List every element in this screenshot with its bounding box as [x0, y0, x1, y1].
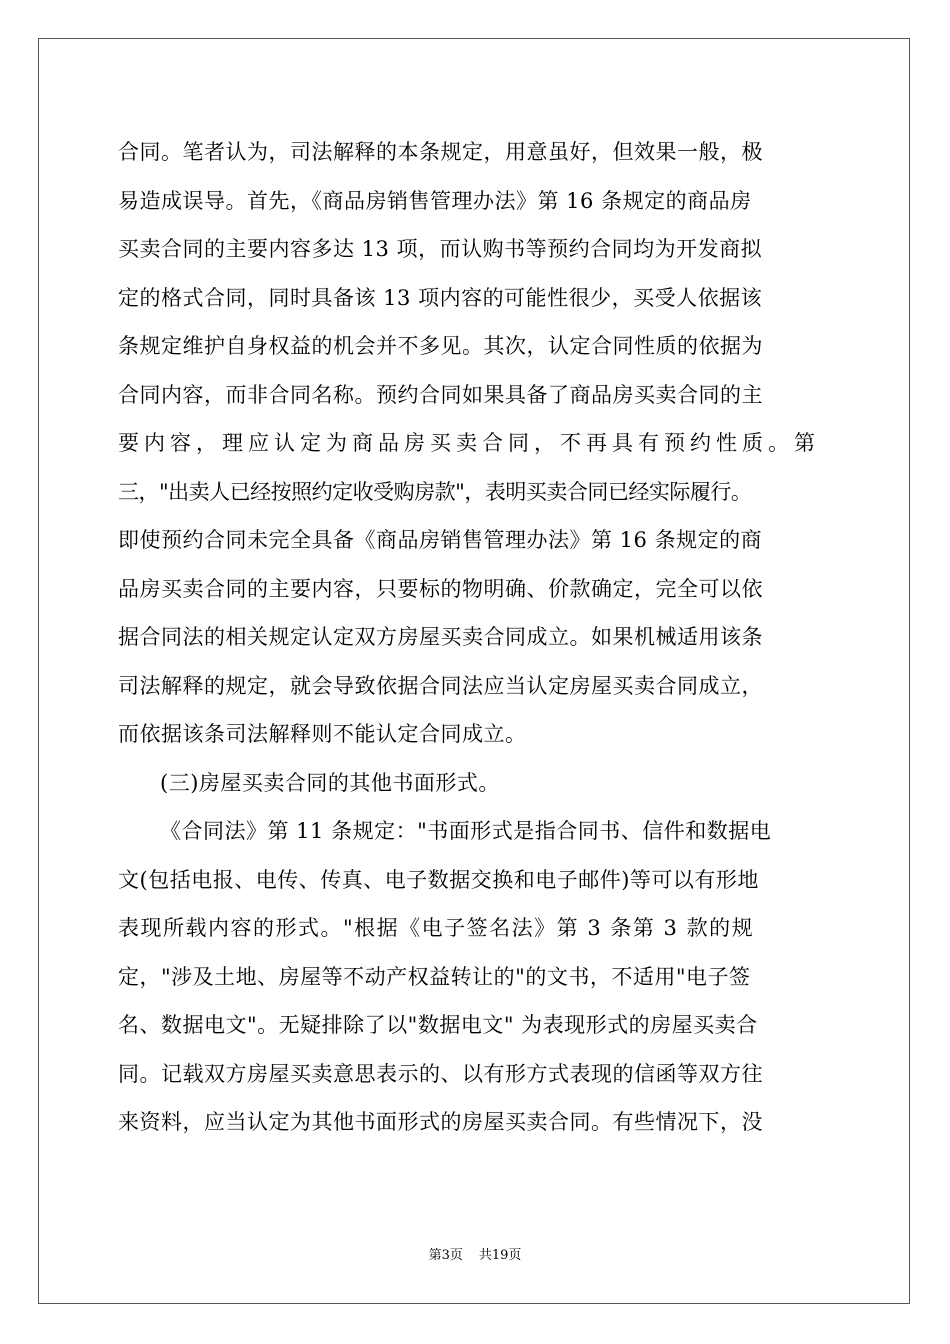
text-line: 文(包括电报、电传、传真、电子数据交换和电子邮件)等可以有形地	[118, 867, 759, 892]
section-heading: (三)房屋买卖合同的其他书面形式。	[160, 770, 500, 795]
page-total: 共19页	[478, 1248, 522, 1263]
text-line: 《合同法》第 11 条规定："书面形式是指合同书、信件和数据电	[160, 819, 772, 843]
text-line: 定，"涉及土地、房屋等不动产权益转让的"的文书，不适用"电子签	[118, 964, 751, 989]
text-line: 来资料，应当认定为其他书面形式的房屋买卖合同。有些情况下，没	[118, 1110, 763, 1134]
text-line: 三，"出卖人已经按照约定收受购房款"，表明买卖合同已经实际履行。	[118, 479, 752, 504]
text-line: 名、数据电文"。无疑排除了以"数据电文" 为表现形式的房屋买卖合	[118, 1013, 758, 1037]
page-number: 第3页	[428, 1248, 463, 1263]
text-line: 表现所载内容的形式。"根据《电子签名法》第 3 条第 3 款的规	[118, 916, 755, 940]
text-line: 同。记载双方房屋买卖意思表示的、以有形方式表现的信函等双方往	[118, 1061, 763, 1086]
text-line: 易造成误导。首先，《商品房销售管理办法》第 16 条规定的商品房	[118, 188, 752, 213]
text-line: 即使预约合同未完全具备《商品房销售管理办法》第 16 条规定的商	[118, 528, 763, 552]
text-line: 要内容，理应认定为商品房买卖合同，不再具有预约性质。第	[118, 431, 820, 455]
page-footer	[0, 1246, 950, 1266]
text-line: 合同内容，而非合同名称。预约合同如果具备了商品房买卖合同的主	[118, 382, 763, 407]
text-line: 据合同法的相关规定认定双方房屋买卖合同成立。如果机械适用该条	[118, 625, 763, 649]
text-line: 品房买卖合同的主要内容，只要标的物明确、价款确定，完全可以依	[118, 576, 763, 601]
document-body	[118, 128, 840, 1147]
text-line: 买卖合同的主要内容多达 13 项，而认购书等预约合同均为开发商拟	[118, 237, 763, 261]
text-line: 而依据该条司法解释则不能认定合同成立。	[118, 722, 527, 746]
text-line: 合同。笔者认为，司法解释的本条规定，用意虽好，但效果一般，极	[118, 140, 763, 164]
text-line: 条规定维护自身权益的机会并不多见。其次，认定合同性质的依据为	[118, 334, 763, 358]
text-line: 定的格式合同，同时具备该 13 项内容的可能性很少，买受人依据该	[118, 285, 763, 310]
text-line: 司法解释的规定，就会导致依据合同法应当认定房屋买卖合同成立，	[118, 673, 763, 698]
